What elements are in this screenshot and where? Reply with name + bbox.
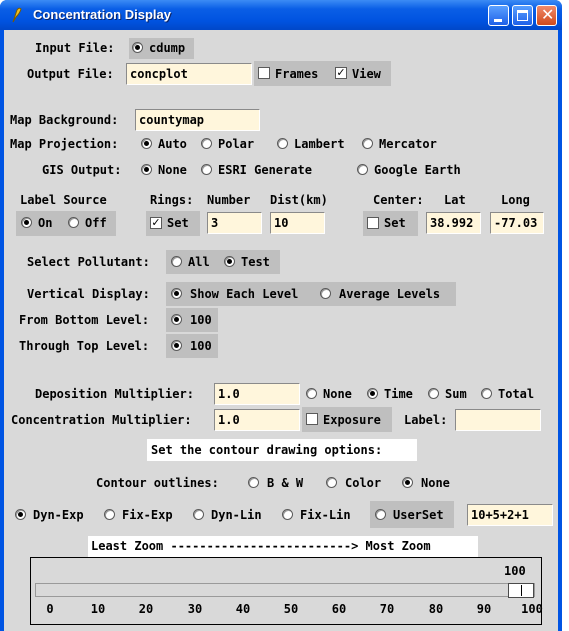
center-long-label: Long: [501, 193, 530, 207]
rings-dist-input[interactable]: 10: [270, 212, 325, 234]
deposition-total-radio[interactable]: [481, 388, 492, 399]
exposure-checkbox[interactable]: [306, 413, 318, 425]
map-background-input[interactable]: countymap: [135, 109, 260, 131]
deposition-time-radio[interactable]: [367, 388, 378, 399]
label-field-input[interactable]: [455, 409, 541, 431]
pollutant-label: Select Pollutant:: [27, 255, 150, 269]
concentration-input[interactable]: 1.0: [214, 409, 300, 431]
center-long-input[interactable]: -77.03: [490, 212, 544, 234]
pollutant-test-radio[interactable]: [224, 256, 235, 267]
deposition-input[interactable]: 1.0: [214, 383, 300, 405]
outline-none-radio[interactable]: [402, 477, 413, 488]
rings-number-input[interactable]: 3: [207, 212, 262, 234]
deposition-sum-radio[interactable]: [428, 388, 439, 399]
vertical-average-label: Average Levels: [339, 287, 441, 301]
deposition-total-label: Total: [498, 387, 535, 401]
mode-dyn-exp-label: Dyn-Exp: [33, 508, 84, 522]
zoom-tick-label: 30: [187, 602, 203, 616]
output-file-label: Output File:: [27, 67, 114, 81]
outline-color-radio[interactable]: [326, 477, 337, 488]
pollutant-all-radio[interactable]: [171, 256, 182, 267]
deposition-time-label: Time: [384, 387, 413, 401]
center-set-checkbox[interactable]: [367, 217, 379, 229]
through-top-label: Through Top Level:: [19, 339, 150, 353]
view-label: View: [352, 67, 381, 81]
zoom-tick-label: 50: [283, 602, 299, 616]
projection-lambert-radio[interactable]: [277, 138, 288, 149]
center-lat-label: Lat: [444, 193, 466, 207]
projection-lambert-label: Lambert: [294, 137, 345, 151]
gis-none-label: None: [158, 163, 187, 177]
input-file-radio[interactable]: [132, 42, 143, 53]
label-source-on-radio[interactable]: [21, 217, 32, 228]
mode-fix-exp-label: Fix-Exp: [122, 508, 173, 522]
zoom-tick-label: 90: [476, 602, 492, 616]
projection-mercator-radio[interactable]: [362, 138, 373, 149]
mode-dyn-lin-radio[interactable]: [193, 509, 204, 520]
rings-set-label: Set: [167, 216, 189, 230]
zoom-slider-handle[interactable]: [508, 583, 534, 598]
contour-heading: Set the contour drawing options:: [151, 443, 383, 457]
center-label: Center:: [373, 193, 424, 207]
outline-none-label: None: [421, 476, 450, 490]
exposure-label: Exposure: [323, 413, 381, 427]
maximize-icon: [517, 10, 528, 21]
map-background-label: Map Background:: [10, 113, 119, 127]
from-bottom-radio[interactable]: [171, 314, 182, 325]
close-icon: ✕: [541, 5, 555, 24]
maximize-button[interactable]: [512, 5, 533, 26]
slider-grip-icon: [521, 585, 522, 596]
feather-icon: [10, 7, 24, 23]
zoom-scale: [30, 557, 542, 625]
frames-checkbox[interactable]: [258, 67, 270, 79]
mode-fix-lin-label: Fix-Lin: [300, 508, 351, 522]
zoom-tick-label: 80: [428, 602, 444, 616]
projection-auto-radio[interactable]: [141, 138, 152, 149]
minimize-button[interactable]: [488, 5, 509, 26]
main-panel: [4, 30, 558, 631]
projection-polar-label: Polar: [218, 137, 255, 151]
zoom-tick-label: 100: [521, 602, 543, 616]
zoom-value: 100: [504, 564, 526, 578]
vertical-display-label: Vertical Display:: [27, 287, 150, 301]
input-file-label: Input File:: [35, 41, 115, 55]
through-top-radio[interactable]: [171, 340, 182, 351]
zoom-tick-label: 0: [46, 602, 54, 616]
gis-google-earth-label: Google Earth: [374, 163, 461, 177]
concentration-label: Concentration Multiplier:: [11, 413, 192, 427]
pollutant-test-label: Test: [241, 255, 270, 269]
label-source-off-label: Off: [85, 216, 107, 230]
zoom-tick-label: 60: [331, 602, 347, 616]
deposition-none-label: None: [323, 387, 352, 401]
deposition-label: Deposition Multiplier:: [35, 387, 194, 401]
close-button[interactable]: [536, 5, 557, 26]
title-bar[interactable]: [0, 0, 562, 30]
zoom-tick-label: 40: [235, 602, 251, 616]
from-bottom-value: 100: [190, 313, 212, 327]
through-top-value: 100: [190, 339, 212, 353]
userset-input[interactable]: 10+5+2+1: [467, 504, 553, 526]
deposition-sum-label: Sum: [445, 387, 467, 401]
zoom-label: Least Zoom -------------------------> Most Zoom: [91, 539, 431, 553]
rings-number-label: Number: [207, 193, 251, 207]
rings-label: Rings:: [150, 193, 194, 207]
zoom-tick-label: 10: [90, 602, 106, 616]
zoom-tick-label: 70: [379, 602, 395, 616]
mode-dyn-lin-label: Dyn-Lin: [211, 508, 262, 522]
outline-bw-label: B & W: [267, 476, 304, 490]
center-set-label: Set: [384, 216, 406, 230]
label-source-label: Label Source: [20, 193, 107, 207]
outline-color-label: Color: [345, 476, 382, 490]
mode-userset-radio[interactable]: [375, 509, 386, 520]
vertical-each-level-radio[interactable]: [171, 288, 182, 299]
label-field-label: Label:: [404, 413, 448, 427]
input-file-option: cdump: [149, 41, 186, 55]
window-title: Concentration Display: [33, 7, 171, 22]
frames-label: Frames: [275, 67, 319, 81]
label-source-on-label: On: [38, 216, 53, 230]
projection-mercator-label: Mercator: [379, 137, 437, 151]
mode-userset-label: UserSet: [393, 508, 444, 522]
map-projection-label: Map Projection:: [10, 137, 119, 151]
outline-bw-radio[interactable]: [248, 477, 259, 488]
rings-set-checkbox[interactable]: [150, 217, 162, 229]
mode-fix-exp-radio[interactable]: [104, 509, 115, 520]
mode-dyn-exp-radio[interactable]: [15, 509, 26, 520]
zoom-tick-label: 20: [138, 602, 154, 616]
vertical-each-level-label: Show Each Level: [190, 287, 299, 301]
center-lat-input[interactable]: 38.992: [426, 212, 481, 234]
projection-polar-radio[interactable]: [201, 138, 212, 149]
label-source-off-radio[interactable]: [68, 217, 79, 228]
gis-google-earth-radio[interactable]: [357, 164, 368, 175]
view-checkbox[interactable]: [335, 67, 347, 79]
deposition-none-radio[interactable]: [306, 388, 317, 399]
rings-dist-label: Dist(km): [270, 193, 328, 207]
projection-auto-label: Auto: [158, 137, 187, 151]
mode-fix-lin-radio[interactable]: [282, 509, 293, 520]
zoom-slider-track[interactable]: [35, 583, 535, 597]
contour-outlines-label: Contour outlines:: [96, 476, 219, 490]
pollutant-all-label: All: [188, 255, 210, 269]
gis-esri-radio[interactable]: [201, 164, 212, 175]
output-file-input[interactable]: concplot: [126, 63, 252, 85]
from-bottom-label: From Bottom Level:: [19, 313, 150, 327]
gis-esri-label: ESRI Generate: [218, 163, 312, 177]
gis-none-radio[interactable]: [141, 164, 152, 175]
vertical-average-radio[interactable]: [320, 288, 331, 299]
gis-output-label: GIS Output:: [42, 163, 122, 177]
minimize-icon: [494, 19, 502, 22]
